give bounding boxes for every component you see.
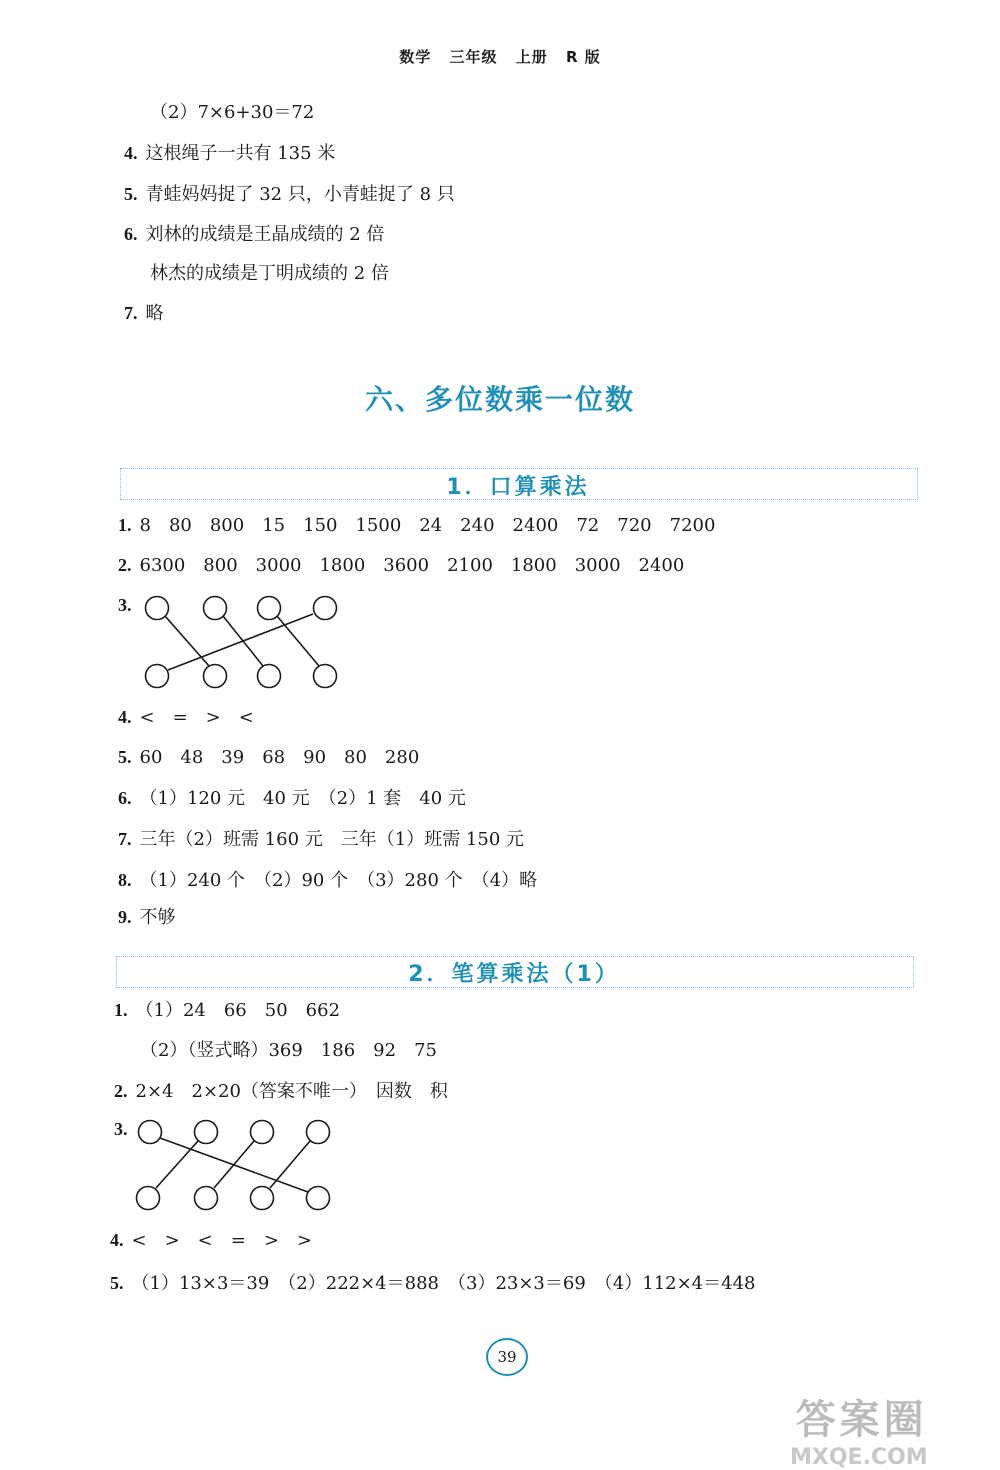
page-number: 39 — [486, 1338, 528, 1376]
top-circle — [307, 1121, 330, 1144]
answer-line: 2. 6300 800 3000 1800 3600 2100 1800 3000 2400 — [118, 555, 685, 576]
answer-line: 4. < = > < — [118, 707, 254, 728]
header-subject: 数学 — [399, 48, 432, 66]
section-title: 2．笔算乘法（1） — [408, 962, 620, 987]
answer-number: 5. — [124, 184, 138, 204]
section-title: 1．口算乘法 — [446, 475, 590, 500]
answer-line: 2. 2×4 2×20（答案不唯一） 因数 积 — [114, 1081, 448, 1102]
answer-line: 林杰的成绩是丁明成绩的 2 倍 — [150, 263, 389, 284]
bottom-circle — [137, 1187, 160, 1210]
answer-number: 2. — [118, 555, 132, 575]
answer-number: 6. — [124, 224, 138, 244]
answer-number: 7. — [124, 303, 138, 323]
answer-number: 4. — [110, 1230, 124, 1250]
header-grade: 三年级 — [449, 48, 498, 66]
top-circle — [251, 1121, 274, 1144]
answer-line: （2）（竖式略）369 186 92 75 — [140, 1040, 437, 1061]
answer-line: 1. 8 80 800 15 150 1500 24 240 2400 72 720 7200 — [118, 515, 716, 536]
answer-line: 4. 这根绳子一共有 135 米 — [124, 143, 336, 164]
answer-line: 7. 三年（2）班需 160 元 三年（1）班需 150 元 — [118, 829, 525, 850]
answer-line: 8. （1）240 个 （2）90 个 （3）280 个 （4）略 — [118, 870, 538, 891]
watermark-logo: 答案圈 — [795, 1397, 928, 1443]
answer-number: 1. — [118, 515, 132, 535]
connector-line — [156, 1141, 198, 1188]
bottom-circle — [314, 665, 337, 688]
answer-line: 5. （1）13×3＝39 （2）222×4＝888 （3）23×3＝69 （4）112×4＝448 — [110, 1273, 756, 1294]
connector-line — [165, 616, 209, 666]
answer-number: 4. — [124, 143, 138, 163]
header-edition: R 版 — [565, 48, 601, 66]
answer-line: 6. （1）120 元 40 元 （2）1 套 40 元 — [118, 788, 466, 809]
answer-line: 7. 略 — [124, 303, 164, 324]
top-circle — [195, 1121, 218, 1144]
answer-number: 9. — [118, 907, 132, 927]
answer-line: 5. 60 48 39 68 90 80 280 — [118, 747, 420, 768]
answer-line: 9. 不够 — [118, 907, 176, 928]
top-circle — [314, 597, 337, 620]
connector-line — [214, 1141, 254, 1188]
answer-number: 4. — [118, 707, 132, 727]
watermark — [790, 1388, 928, 1470]
answer-line: 4. < > < = > > — [110, 1230, 312, 1251]
answer-number: 5. — [110, 1273, 124, 1293]
answer-number: 3. — [118, 595, 132, 615]
matching-diagram — [135, 590, 355, 690]
answer-number: 8. — [118, 870, 132, 890]
answer-line: 1. （1）24 66 50 662 — [114, 1000, 341, 1021]
bottom-circle — [204, 665, 227, 688]
answer-number: 1. — [114, 1000, 128, 1020]
answer-line: （2）7×6+30＝72 — [150, 102, 315, 123]
answer-number: 6. — [118, 788, 132, 808]
top-circle — [139, 1121, 162, 1144]
matching-diagram — [128, 1116, 348, 1216]
bottom-circle — [251, 1187, 274, 1210]
chapter-title: 六、多位数乘一位数 — [364, 383, 635, 416]
connector-line — [277, 616, 319, 666]
answer-number: 3. — [114, 1119, 128, 1139]
bottom-circle — [307, 1187, 330, 1210]
connector-line — [168, 614, 313, 670]
bottom-circle — [258, 665, 281, 688]
answer-number: 5. — [118, 747, 132, 767]
connector-line — [270, 1141, 310, 1188]
answer-number: 7. — [118, 829, 132, 849]
bottom-circle — [146, 665, 169, 688]
header-volume: 上册 — [515, 48, 548, 66]
answer-line: 5. 青蛙妈妈捉了 32 只，小青蛙捉了 8 只 — [124, 184, 455, 205]
watermark-site: MXQE.COM — [790, 1445, 928, 1470]
answer-number: 2. — [114, 1081, 128, 1101]
answer-line: 6. 刘林的成绩是王晶成绩的 2 倍 — [124, 224, 385, 245]
bottom-circle — [195, 1187, 218, 1210]
page-header — [0, 46, 1000, 67]
